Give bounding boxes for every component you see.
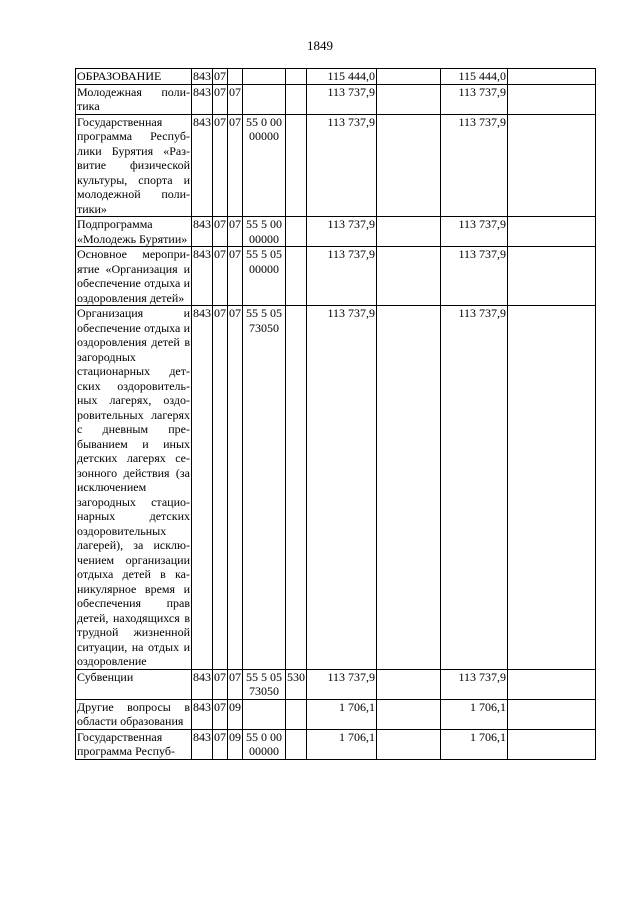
empty-cell bbox=[377, 217, 441, 247]
empty-cell bbox=[508, 699, 596, 729]
item-name-cell: ОБРАЗОВАНИЕ bbox=[76, 69, 192, 85]
subsection-code-cell: 09 bbox=[228, 699, 243, 729]
amount-cell: 1 706,1 bbox=[307, 729, 377, 759]
empty-cell bbox=[377, 69, 441, 85]
expense-type-cell bbox=[286, 84, 307, 114]
amount-cell: 1 706,1 bbox=[307, 699, 377, 729]
grbs-code-cell: 843 bbox=[192, 247, 213, 306]
empty-cell bbox=[508, 729, 596, 759]
amount-cell: 113 737,9 bbox=[441, 247, 508, 306]
grbs-code-cell: 843 bbox=[192, 84, 213, 114]
subsection-code-cell: 07 bbox=[228, 669, 243, 699]
item-name-cell: Организация и обеспечение отдыха и оздоровления детей в загородных стационарных детских оздоровительных лагерях, оздоровительных лагерях с дневным пребыванием и иных детских лагерях сезонного действия (за исключением загородных стационарных детских оздоровительных лагерей), за исключением организации отдыха детей в каникулярное время и обеспечения прав детей, находящихся в трудной жизненной ситуации, на отдых и оздоровление bbox=[77, 306, 190, 668]
empty-cell bbox=[377, 699, 441, 729]
target-article-cell bbox=[243, 84, 286, 114]
expense-type-cell bbox=[286, 247, 307, 306]
expense-type-cell bbox=[286, 217, 307, 247]
amount-cell: 113 737,9 bbox=[441, 669, 508, 699]
target-article-cell: 55 0 00 00000 bbox=[243, 729, 286, 759]
amount-cell: 113 737,9 bbox=[307, 669, 377, 699]
empty-cell bbox=[508, 669, 596, 699]
amount-cell: 113 737,9 bbox=[307, 247, 377, 306]
target-article-cell: 55 5 00 00000 bbox=[243, 217, 286, 247]
table-row bbox=[76, 84, 596, 114]
amount-cell: 113 737,9 bbox=[307, 217, 377, 247]
amount-cell: 113 737,9 bbox=[441, 84, 508, 114]
item-name-cell: Подпрограмма «Молодежь Бурятии» bbox=[76, 217, 192, 247]
table-row bbox=[76, 699, 596, 729]
expense-type-cell bbox=[286, 69, 307, 85]
empty-cell bbox=[508, 114, 596, 217]
section-code-cell: 07 bbox=[213, 306, 228, 670]
target-article-cell: 55 5 05 73050 bbox=[243, 306, 286, 670]
section-code-cell: 07 bbox=[213, 699, 228, 729]
target-article-cell: 55 5 05 73050 bbox=[243, 669, 286, 699]
section-code-cell: 07 bbox=[213, 669, 228, 699]
grbs-code-cell: 843 bbox=[192, 114, 213, 217]
expense-type-cell: 530 bbox=[286, 669, 307, 699]
item-name-cell: Основное мероприятие «Организация и обеспечение отдыха и оздоровления детей» bbox=[77, 247, 190, 305]
table-row bbox=[76, 69, 596, 85]
table-row bbox=[76, 247, 596, 306]
grbs-code-cell: 843 bbox=[192, 699, 213, 729]
empty-cell bbox=[377, 306, 441, 670]
amount-cell: 115 444,0 bbox=[441, 69, 508, 85]
section-code-cell: 07 bbox=[213, 84, 228, 114]
table-body bbox=[76, 69, 596, 760]
section-code-cell: 07 bbox=[214, 69, 226, 83]
table-row bbox=[76, 669, 596, 699]
subsection-code-cell: 07 bbox=[228, 217, 243, 247]
section-code-cell: 07 bbox=[213, 729, 228, 759]
expense-type-cell bbox=[286, 114, 307, 217]
empty-cell bbox=[508, 247, 596, 306]
subsection-code-cell: 07 bbox=[228, 114, 243, 217]
target-article-cell bbox=[243, 699, 286, 729]
amount-cell: 113 737,9 bbox=[441, 114, 508, 217]
subsection-code-cell: 07 bbox=[228, 306, 243, 670]
grbs-code-cell: 843 bbox=[192, 729, 213, 759]
subsection-code-cell: 07 bbox=[228, 84, 243, 114]
empty-cell bbox=[508, 69, 596, 85]
subsection-code-cell bbox=[228, 69, 243, 85]
grbs-code-cell: 843 bbox=[192, 217, 213, 247]
expense-type-cell bbox=[286, 729, 307, 759]
amount-cell: 113 737,9 bbox=[307, 114, 377, 217]
item-name-cell: Другие вопросы в области образования bbox=[77, 699, 190, 728]
target-article-cell: 55 5 05 00000 bbox=[243, 247, 286, 306]
target-article-cell bbox=[243, 69, 286, 85]
empty-cell bbox=[508, 306, 596, 670]
page-number: 1849 bbox=[307, 38, 333, 53]
subsection-code-cell: 09 bbox=[228, 729, 243, 759]
table-row bbox=[76, 217, 596, 247]
section-code-cell: 07 bbox=[213, 247, 228, 306]
amount-cell: 113 737,9 bbox=[441, 217, 508, 247]
expense-type-cell bbox=[286, 699, 307, 729]
empty-cell bbox=[377, 114, 441, 217]
subsection-code-cell: 07 bbox=[228, 247, 243, 306]
empty-cell bbox=[508, 217, 596, 247]
item-name-cell: Субвенции bbox=[76, 669, 192, 699]
expense-type-cell bbox=[286, 306, 307, 670]
section-code-cell: 07 bbox=[213, 114, 228, 217]
empty-cell bbox=[377, 669, 441, 699]
amount-cell: 113 737,9 bbox=[307, 84, 377, 114]
grbs-code-cell: 843 bbox=[193, 69, 211, 83]
item-name-cell: Молодежная политика bbox=[77, 84, 190, 113]
amount-cell: 115 444,0 bbox=[307, 69, 377, 85]
item-name-cell: Государственная программа Респуб- bbox=[76, 729, 192, 759]
target-article-cell: 55 0 00 00000 bbox=[243, 114, 286, 217]
empty-cell bbox=[377, 84, 441, 114]
empty-cell bbox=[377, 247, 441, 306]
empty-cell bbox=[377, 729, 441, 759]
amount-cell: 113 737,9 bbox=[441, 306, 508, 670]
table-row bbox=[76, 729, 596, 759]
item-name-cell: Государственная программа Республики Бурятия «Развитие физической культуры, спорта и молодежной политики» bbox=[77, 114, 190, 216]
grbs-code-cell: 843 bbox=[192, 306, 213, 670]
amount-cell: 1 706,1 bbox=[441, 729, 508, 759]
table-row bbox=[76, 306, 596, 670]
table-row bbox=[76, 114, 596, 217]
section-code-cell: 07 bbox=[213, 217, 228, 247]
budget-table bbox=[75, 68, 596, 760]
grbs-code-cell: 843 bbox=[192, 669, 213, 699]
empty-cell bbox=[508, 84, 596, 114]
amount-cell: 1 706,1 bbox=[441, 699, 508, 729]
amount-cell: 113 737,9 bbox=[307, 306, 377, 670]
